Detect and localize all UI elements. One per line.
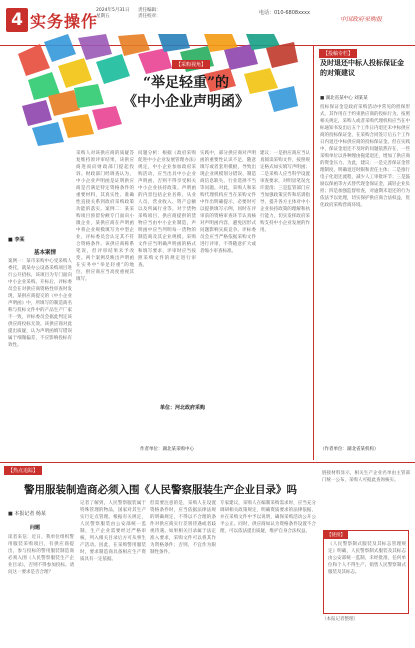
link-box-text: 《人民警察制式服装及其标志管理规定》明确，人民警察制式服装及其标志由公安部统一监制，未经批准，任何单位和个人不得生产、销售人民警察制式服装及其标志。 [328, 542, 406, 575]
issue-date: 2024年5月31日 星期五 [96, 8, 130, 19]
feature-column-5: 建议：一是供应商应当认真阅读采购文件，按照规定格式如实填写声明函；二是采购人应当科学设置审查要求，对明显笔误允许澄清；三是监管部门应当加强政策宣传和培训指导，提升各方主体对中小企业扶持政策的理解和执行能力，切实发挥政府采购支持中小企业发展的作用。 [260, 151, 310, 233]
feature-note: 作者单位：湖北某采购中心 [140, 447, 194, 452]
banner-shape [32, 122, 64, 146]
banner-shape [58, 58, 92, 88]
editor-info: 责任编辑： 责任校对： [138, 8, 161, 19]
feature-title: “举足轻重”的 《中小企业声明函》 [123, 75, 249, 110]
link-box-tag: 【链接】 [324, 531, 348, 539]
sidebar-author: ■ 湖北省某中心 刘某某 [320, 96, 368, 101]
feature-column-4: 实践中，部分供应商对声明函的重要性认识不足，随意填写或者套用模板，导致出现企业规模划分错误、制造商信息缺失、行业选择不当等问题。对此，采购人和采购代理机构应当在采购文件中作出明确提示，必要时可以提供填写示例，同时在评审前的资格审查环节认真核对声明函内容，避免因形式问题影响实质竞争。评标委员会应当严格依据采购文件进行评审，不得随意扩大或者缩小审查标准。 [200, 151, 256, 254]
banner-shape [74, 84, 104, 108]
banner-shape [22, 100, 52, 126]
bottom-column-2: 记者了解到，人民警察服装属于特殊管理的物品，国家对其生产实行定点管理。根据有关规定，人民警察服装由公安部统一监制，生产企业需要经过严格审核，列入相关目录后方可从事生产活动。因此，在采购警用服装时，要求制造商具备相应生产资质具有一定依据。 [80, 501, 146, 562]
bottom-column-1: 读者来信：近日，我单位组织警用服装采购项目，有供应商提出，参与投标的警用服装制造商必须入围《人民警察服装生产企业目录》，否则不得参加投标。请问这一要求是否合理？ [8, 535, 74, 575]
sidebar-title: 及时退还中标人投标保证金的对策建议 [320, 58, 404, 77]
sidebar-divider [313, 46, 314, 460]
banner-shape [62, 114, 94, 138]
feature-column-3: 问题分析：根据《政府采购促进中小企业发展管理办法》规定，中小企业参加政府采购活动，应当出具中小企业声明函，否则不得享受相关中小企业扶持政策。声明函的内容包括企业名称、从业人员、营业收入、资产总额以及所属行业等。对于货物采购项目，供应商提供的货物应当由中小企业制造，声明函中应当列明每一货物的制造商及其企业规模。采购文件应当明确声明函的格式和填写要求，评审时应当按照采购文件的规定进行审查。 [138, 151, 196, 268]
banner-shape [268, 86, 298, 112]
feature-subhead: 基本案情 [34, 250, 57, 256]
bottom-tag: 【热点追踪】 [4, 466, 42, 475]
section-title: 实务操作 [30, 12, 99, 31]
banner-shape [138, 48, 172, 74]
bottom-column-5: 链接材料显示，相关生产企业名单由主管部门统一公布，采购人可据此查询核实。 [322, 471, 410, 483]
bottom-column-6: （本报记者整理） [322, 617, 358, 622]
bottom-column-4: 专家建议，采购人在编制采购需求时，应当充分调研相关政策规定，明确资质要求的法律依据，并在采购文件中予以说明，确保采购活动公开公平公正。同时，供应商如认为资格条件设置不合理，可以依法提出质疑，维护自身合法权益。 [220, 501, 316, 534]
feature-tag: 【采购视角】 [172, 60, 210, 69]
banner-shape [18, 44, 50, 76]
masthead-logo: 中国政府采购报 [340, 16, 383, 23]
bottom-question-label: 问题 [30, 525, 41, 531]
feature-column-1: 案例一：某市采购中心受采购人委托，就某办公设备采购项目进行公开招标，该项目为专门面向中小企业采购。开标后，评标委员会在对供应商资格性审查时发现，某供应商提交的《中小企业声明函》中，所填写的制造商名称与投标文件中的产品生产厂家不一致，评标委员会据此判定该供应商投标无效。该供应商对此提出质疑，认为声明函填写错误属于细微偏差，不应影响投标有效性。 [8, 259, 72, 348]
feature-bottom-author: 单位：河北政府采购 [160, 405, 206, 411]
sidebar-signature: （作者单位：湖北省某机构） [320, 447, 379, 452]
sidebar-tag: 【投稿专栏】 [319, 49, 357, 58]
bottom-divider [0, 462, 415, 463]
bottom-column-3: 但需要注意的是，采购人在设置资格条件时，应当依据法律法规的明确规定，不得以不合理的条件对供应商实行差别待遇或者歧视待遇。如果相关目录属于法定准入要求，采购文件可以将其作为资格条件；否则，不宜作为限制性条件。 [150, 501, 216, 555]
banner-shape [78, 34, 112, 60]
sidebar-column: 投标保证金是政府采购活动中常见的担保形式，其作用在于约束供应商的投标行为。按照相关规定，采购人或者采购代理机构应当在中标通知书发出后五个工作日内退还未中标供应商的投标保证金，在采购合同签订后五个工作日内退还中标供应商的投标保证金。但在实践中，保证金退还不及时的问题依然存在，一些采购单位以各种理由拖延退还，增加了供应商的资金压力。为此，建议：一是完善保证金管理制度，明确退还时限和责任主体；二是推行电子化退还流程，减少人工审批环节；三是鼓励以保函等方式替代现金保证金，减轻企业负担；四是加强监督检查，对逾期未退还的行为依法予以处理，切实保护供应商合法权益，优化政府采购营商环境。 [320, 105, 410, 208]
link-box [323, 530, 409, 614]
page-number: 4 [6, 8, 28, 32]
bottom-title: 警用服装制造商必须入围《人民警察服装生产企业目录》吗 [24, 484, 297, 496]
bottom-byline: ■ 本报记者 杨某 [8, 511, 46, 517]
feature-author: ■ 李某 [8, 237, 25, 243]
banner-shape [44, 34, 76, 62]
contact-line: 电话：010-6808xxxx [259, 10, 310, 16]
feature-column-2: 采购人对该供应商的质疑答复维持原评审结果，该供应商进而向财政部门提起投诉。财政部门经调查认为，中小企业声明函是证明供应商是否满足特定资格条件的重要材料，其真实性、准确性直接关系到政府采购政策功能的落实。案例二：某采购项目预留份额专门面向小微企业，某供应商在声明函中将企业规模填写为中型企业，评标委员会认定其不符合资格条件。该供应商称系笔误，但评审结果未予改变。两个案例反映出声明函在实务中“举足轻重”的地位，供应商应当高度重视其填写。 [76, 151, 134, 282]
